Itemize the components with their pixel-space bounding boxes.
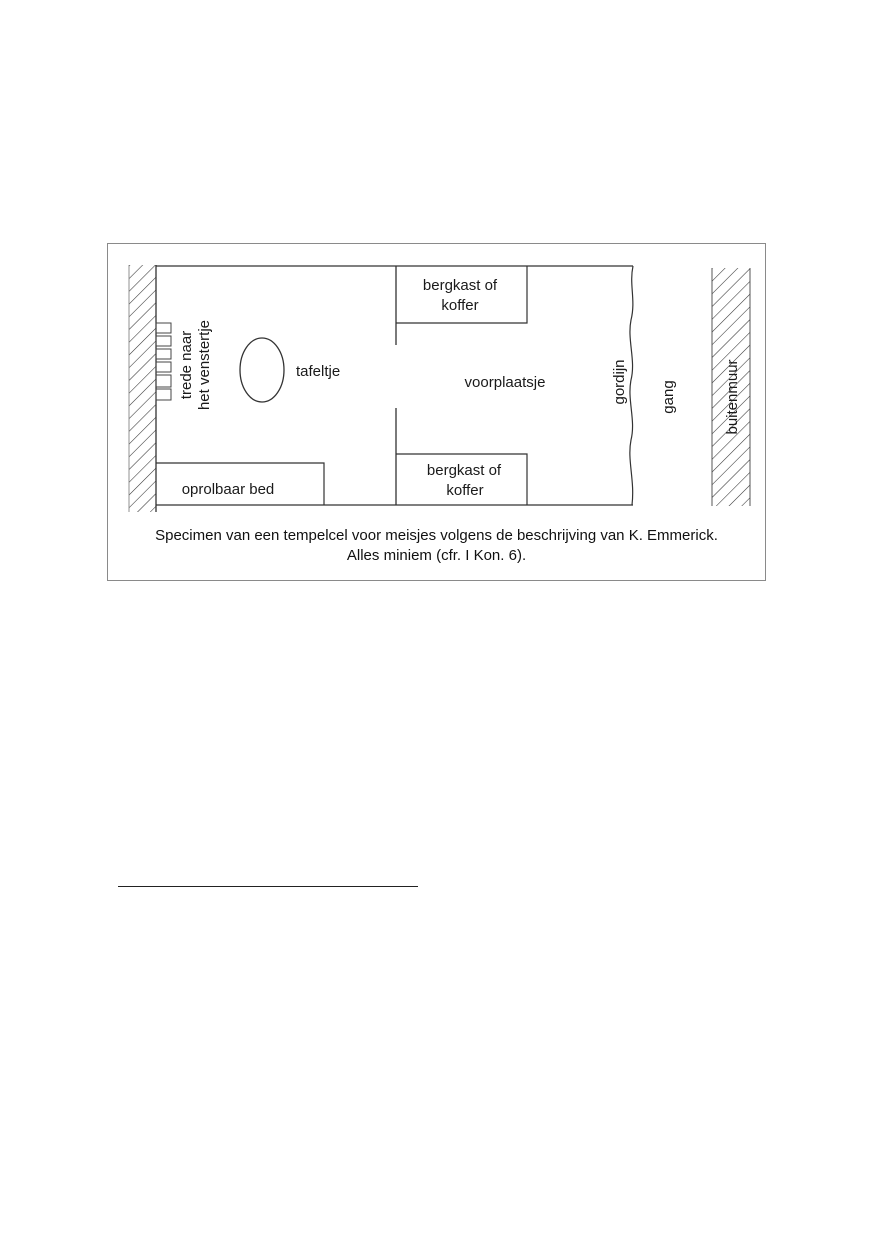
figure-caption [107, 526, 766, 566]
cupboard-bottom-label-line1: bergkast of [426, 462, 502, 479]
cupboard-bottom-label-line2: koffer [446, 482, 484, 499]
step-label-line2: het venstertje [196, 319, 213, 411]
table-label: tafeltje [296, 363, 341, 380]
caption-line2: Alles miniem (cfr. I Kon. 6). [346, 547, 527, 564]
vestibule-label: voorplaatsje [464, 374, 546, 391]
cupboard-top-label-line2: koffer [441, 297, 479, 314]
footnote-separator [118, 886, 418, 887]
floor-plan [0, 0, 873, 600]
outer-wall-label: buitenmuur [724, 359, 741, 435]
cupboard-top-shape [396, 266, 527, 323]
curtain-line [630, 266, 633, 505]
window-step [156, 323, 171, 400]
cupboard-top-label-line1: bergkast of [422, 277, 498, 294]
left-wall [129, 265, 156, 512]
table-shape [240, 338, 284, 402]
step-label-line1: trede naar [178, 330, 195, 400]
bed-label: oprolbaar bed [181, 481, 275, 498]
corridor-label: gang [660, 380, 677, 414]
curtain-label: gordijn [611, 359, 628, 405]
caption-line1: Specimen van een tempelcel voor meisjes volgens de beschrijving van K. Emmerick. [155, 527, 718, 544]
cell-outline [156, 266, 633, 505]
